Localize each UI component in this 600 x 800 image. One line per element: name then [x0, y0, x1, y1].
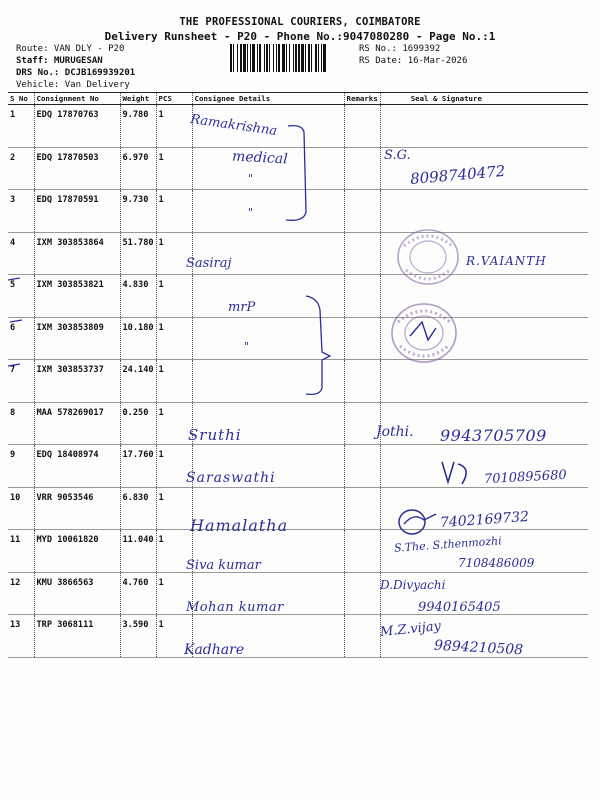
barcode-bar: [266, 44, 268, 72]
cell-consignment: MYD 10061820: [34, 530, 120, 573]
barcode-bar: [321, 44, 322, 72]
cell-sno: 8: [8, 402, 34, 445]
col-sno: S No: [8, 93, 34, 105]
runsheet-subtitle: Delivery Runsheet - P20 - Phone No.:9047080280 - Page No.:1: [104, 30, 496, 43]
cell-sno: 2: [8, 147, 34, 190]
cell-remarks: [344, 360, 380, 403]
handwritten-mohan-kumar: Mohan kumar: [186, 600, 284, 615]
cell-pcs: 1: [156, 530, 192, 573]
company-seal-stamp-2: [388, 300, 460, 366]
barcode-bar: [289, 44, 290, 72]
cell-weight: 10.180: [120, 317, 156, 360]
cell-consignment: MAA 578269017: [34, 402, 120, 445]
cell-pcs: 1: [156, 360, 192, 403]
col-consignee: Consignee Details: [192, 93, 344, 105]
cell-sno: 13: [8, 615, 34, 658]
handwritten-medical: medical: [231, 148, 289, 168]
cell-pcs: 1: [156, 615, 192, 658]
signature-rv: R.VAIANTH: [466, 254, 547, 268]
cell-weight: 51.780: [120, 232, 156, 275]
signature-jothi: Jothi.: [376, 424, 414, 440]
staff-line: Staff: MURUGESAN: [16, 56, 103, 66]
phone-number-7: 9894210508: [433, 637, 524, 659]
barcode-bar: [323, 44, 326, 72]
cell-sno: 12: [8, 572, 34, 615]
tick-marks: [6, 276, 26, 376]
table-header-row: [8, 93, 588, 105]
cell-remarks: [344, 572, 380, 615]
cell-weight: 4.830: [120, 275, 156, 318]
phone-number-3: 7010895680: [483, 467, 568, 488]
cell-remarks: [344, 147, 380, 190]
barcode: [230, 44, 356, 72]
cell-consignee: [192, 190, 344, 233]
drs-line: DRS No.: DCJB169939201: [16, 68, 136, 78]
cell-pcs: 1: [156, 487, 192, 530]
cell-pcs: 1: [156, 105, 192, 148]
handwritten-mrp: mrP: [228, 300, 256, 315]
barcode-bar: [318, 44, 319, 72]
drs-number: DCJB169939201: [64, 68, 136, 78]
handwritten-ramakrishna: Ramakrishna: [189, 111, 278, 140]
barcode-bar: [276, 44, 277, 72]
barcode-bar: [273, 44, 274, 72]
cell-consignment: EDQ 17870763: [34, 105, 120, 148]
cell-consignment: EDQ 17870503: [34, 147, 120, 190]
cell-weight: 4.760: [120, 572, 156, 615]
handwritten-ditto-3: ": [244, 340, 250, 353]
barcode-bar: [282, 44, 285, 72]
handwritten-siva-kumar: Siva kumar: [186, 558, 261, 573]
barcode-bar: [252, 44, 255, 72]
cell-consignment: KMU 3866563: [34, 572, 120, 615]
cell-weight: 6.970: [120, 147, 156, 190]
cell-remarks: [344, 275, 380, 318]
cell-consignment: EDQ 18408974: [34, 445, 120, 488]
cell-sno: 1: [8, 105, 34, 148]
cell-weight: 6.830: [120, 487, 156, 530]
barcode-bar: [311, 44, 312, 72]
cell-sno: 7: [8, 360, 34, 403]
barcode-bar: [237, 44, 238, 72]
barcode-bar: [264, 44, 265, 72]
cell-pcs: 1: [156, 317, 192, 360]
barcode-bar: [247, 44, 248, 72]
table-row: [8, 317, 588, 360]
cell-pcs: 1: [156, 402, 192, 445]
cell-consignment: VRR 9053546: [34, 487, 120, 530]
cell-remarks: [344, 190, 380, 233]
cell-pcs: 1: [156, 572, 192, 615]
handwritten-saraswathi: Saraswathi: [186, 470, 276, 486]
signature-mzv: M.Z.vijay: [379, 618, 442, 641]
cell-pcs: 1: [156, 190, 192, 233]
cell-remarks: [344, 615, 380, 658]
phone-number-2: 9943705709: [440, 426, 547, 445]
barcode-bar: [240, 44, 242, 72]
cell-remarks: [344, 530, 380, 573]
barcode-bar: [298, 44, 300, 72]
vehicle-text: Vehicle: Van Delivery: [16, 80, 130, 90]
company-title: THE PROFESSIONAL COURIERS, COIMBATORE: [179, 16, 421, 28]
col-pcs: PCS: [156, 93, 192, 105]
route-text: Route: VAN DLY - P20: [16, 44, 125, 54]
cell-weight: 9.780: [120, 105, 156, 148]
table-row: [8, 572, 588, 615]
cell-consignment: IXM 303853737: [34, 360, 120, 403]
cell-remarks: [344, 105, 380, 148]
handwritten-sasiraj: Sasiraj: [186, 256, 232, 271]
cell-sno: 3: [8, 190, 34, 233]
barcode-bar: [233, 44, 234, 72]
barcode-bar: [308, 44, 310, 72]
cell-seal-signature: [380, 105, 588, 148]
cell-pcs: 1: [156, 232, 192, 275]
barcode-bar: [295, 44, 297, 72]
rs-number: RS No.: 1699392: [359, 44, 441, 54]
cell-weight: 9.730: [120, 190, 156, 233]
cell-weight: 11.040: [120, 530, 156, 573]
handwritten-ditto-2: ": [248, 206, 254, 219]
barcode-bar: [257, 44, 258, 72]
cell-pcs: 1: [156, 275, 192, 318]
phone-number-4: 7402169732: [439, 508, 530, 532]
cell-consignment: IXM 303853809: [34, 317, 120, 360]
cell-sno: 11: [8, 530, 34, 573]
barcode-bar: [243, 44, 246, 72]
cell-weight: 24.140: [120, 360, 156, 403]
barcode-bar: [286, 44, 287, 72]
cell-remarks: [344, 317, 380, 360]
barcode-bar: [305, 44, 306, 72]
cell-sno: 6: [8, 317, 34, 360]
cell-sno: 5: [8, 275, 34, 318]
handwritten-hamalatha: Hamalatha: [190, 516, 289, 535]
handwritten-kadhare: Kadhare: [184, 642, 245, 658]
signature-scribble-2: [394, 506, 440, 538]
cell-consignment: IXM 303853864: [34, 232, 120, 275]
table-row: [8, 275, 588, 318]
col-seal-signature: Seal & Signature: [380, 93, 588, 105]
cell-consignment: EDQ 17870591: [34, 190, 120, 233]
cell-weight: 0.250: [120, 402, 156, 445]
col-remarks: Remarks: [344, 93, 380, 105]
brace-mark-2: [300, 292, 340, 402]
cell-remarks: [344, 402, 380, 445]
cell-remarks: [344, 232, 380, 275]
signature-scribble-1: [438, 458, 478, 488]
cell-pcs: 1: [156, 147, 192, 190]
cell-weight: 3.590: [120, 615, 156, 658]
brace-mark-1: [280, 120, 320, 230]
cell-weight: 17.760: [120, 445, 156, 488]
signature-sthenmozhi: S.The. S.thenmozhi: [393, 534, 503, 555]
cell-sno: 4: [8, 232, 34, 275]
barcode-bar: [269, 44, 270, 72]
company-seal-stamp-1: [394, 226, 462, 288]
phone-number-6: 9940165405: [418, 600, 501, 615]
barcode-bar: [250, 44, 251, 72]
signature-divya: D.Divyachi: [380, 578, 446, 592]
barcode-bar: [230, 44, 232, 72]
cell-remarks: [344, 487, 380, 530]
signature-sg: S.G.: [384, 148, 411, 163]
rs-date: RS Date: 16-Mar-2026: [359, 56, 468, 66]
cell-sno: 9: [8, 445, 34, 488]
barcode-bar: [301, 44, 304, 72]
handwritten-sruthi: Sruthi: [188, 426, 242, 444]
cell-consignment: IXM 303853821: [34, 275, 120, 318]
cell-remarks: [344, 445, 380, 488]
barcode-bar: [278, 44, 280, 72]
staff-name: MURUGESAN: [53, 56, 103, 66]
cell-consignment: TRP 3068111: [34, 615, 120, 658]
barcode-bar: [259, 44, 261, 72]
col-weight: Weight: [120, 93, 156, 105]
barcode-bar: [293, 44, 294, 72]
cell-sno: 10: [8, 487, 34, 530]
cell-pcs: 1: [156, 445, 192, 488]
phone-number-1: 8098740472: [409, 161, 507, 189]
col-consignment: Consignment No: [34, 93, 120, 105]
phone-number-5: 7108486009: [458, 556, 535, 570]
handwritten-ditto-1: ": [248, 172, 254, 185]
table-row: [8, 360, 588, 403]
barcode-bar: [315, 44, 317, 72]
